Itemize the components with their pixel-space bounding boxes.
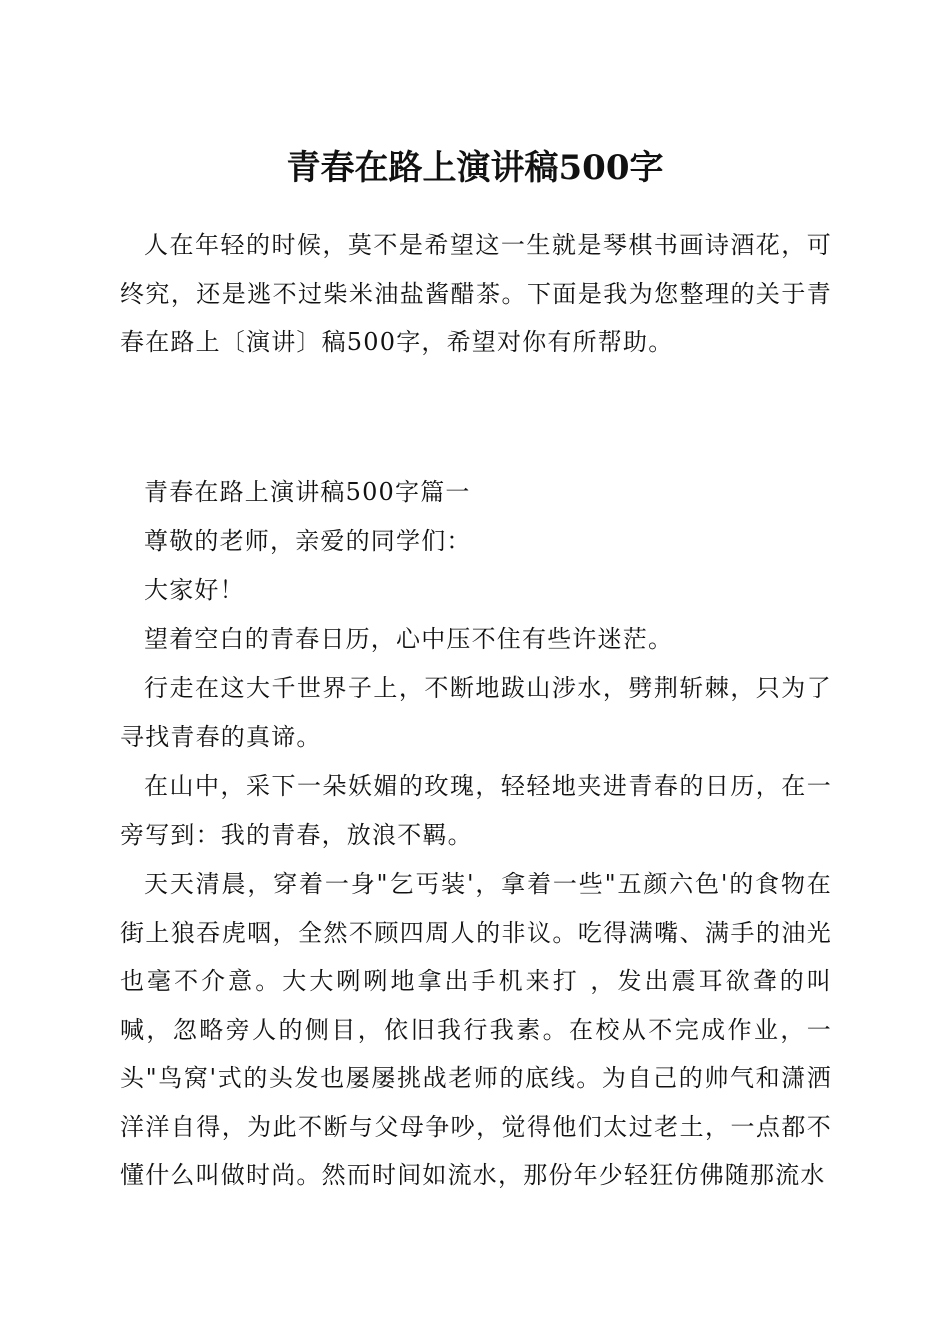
document-title: 青春在路上演讲稿500字 <box>286 148 664 188</box>
body-paragraph: 在山中，采下一朵妖媚的玫瑰，轻轻地夹进青春的日历，在一旁写到：我的青春，放浪不羁。 <box>120 772 832 849</box>
body-paragraph: 行走在这大千世界子上，不断地跋山涉水，劈荆斩棘，只为了寻找青春的真谛。 <box>120 674 832 751</box>
salutation-paragraph: 尊敬的老师，亲爱的同学们： <box>144 527 472 555</box>
section-heading: 青春在路上演讲稿500字篇一 <box>144 478 471 506</box>
greeting-paragraph: 大家好！ <box>144 576 245 604</box>
body-paragraph: 望着空白的青春日历，心中压不住有些许迷茫。 <box>144 625 674 653</box>
body-paragraph: 天天清晨，穿着一身"乞丐装'，拿着一些"五颜六色'的食物在街上狼吞虎咽，全然不顾四周人的非议。吃得满嘴、满手的油光也毫不介意。大大咧咧地拿出手机来打 ，发出震耳欲聋的叫喊，忽略旁人的侧目，依旧我行我素。在校从不完成作业，一头"鸟窝'式的头发也屡屡挑战老师的底线。为自己的帅气和潇洒洋洋自得，为此不断与父母争吵，觉得他们太过老土，一点都不懂什么叫做时尚。然而时间如流水，那份年少轻狂仿佛随那流水 <box>120 870 832 1189</box>
intro-paragraph: 人在年轻的时候，莫不是希望这一生就是琴棋书画诗酒花，可终究，还是逃不过柴米油盐酱醋茶。下面是我为您整理的关于青春在路上〔演讲〕稿500字，希望对你有所帮助。 <box>120 231 832 356</box>
